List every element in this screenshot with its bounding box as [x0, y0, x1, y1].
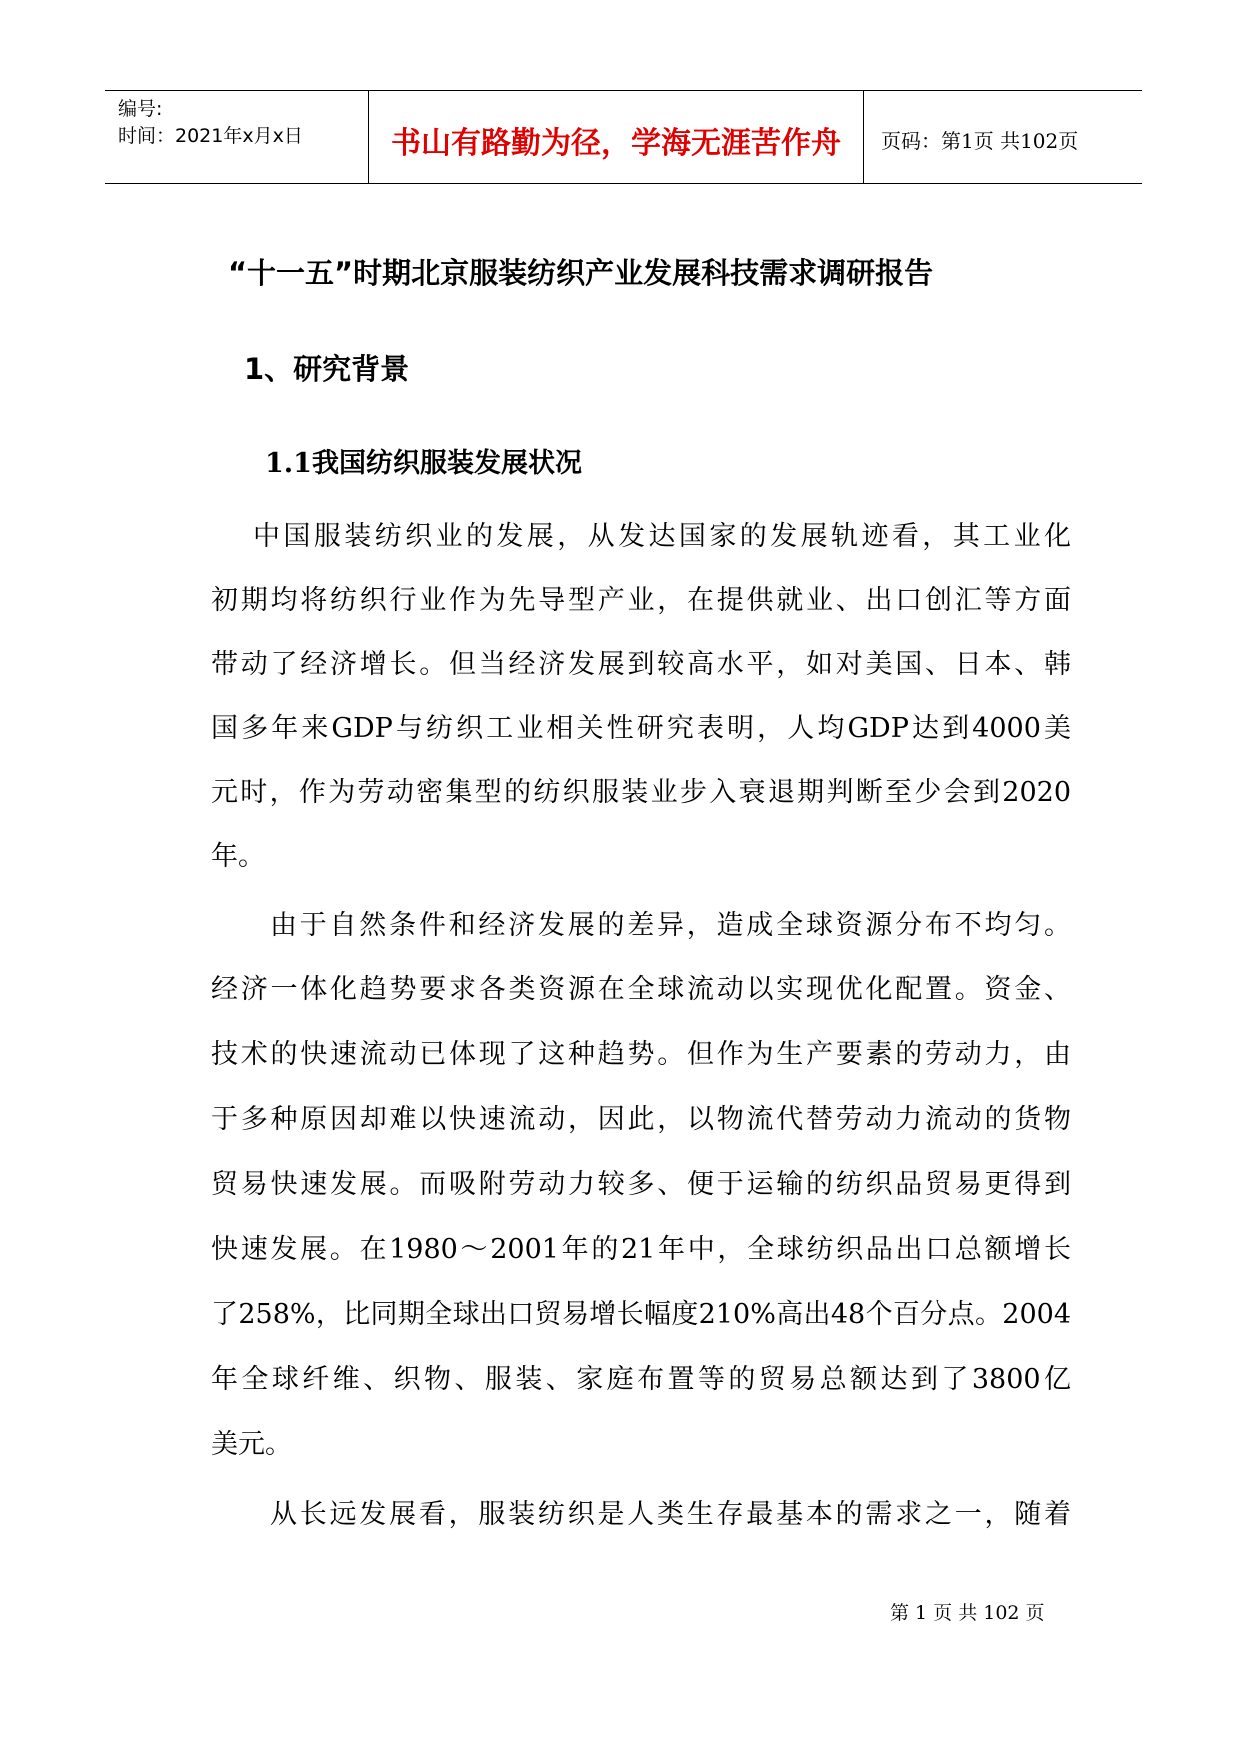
paragraph-2-line: 经济一体化趋势要求各类资源在全球流动以实现优化配置。资金、	[211, 974, 1071, 1005]
paragraph-2-line: 年全球纤维、织物、服装、家庭布置等的贸易总额达到了3800亿	[211, 1364, 1071, 1395]
date-label: 时间：2021年x月x日	[118, 125, 303, 147]
paragraph-1-line: 年。	[211, 841, 265, 872]
paragraph-2-line: 技术的快速流动已体现了这种趋势。但作为生产要素的劳动力，由	[211, 1039, 1071, 1070]
page-header	[105, 90, 1142, 184]
page-info: 页码：第1页 共102页	[881, 129, 1079, 153]
paragraph-2-line: 了258%，比同期全球出口贸易增长幅度210%高出48个百分点。2004	[211, 1299, 1071, 1330]
paragraph-2-line: 于多种原因却难以快速流动，因此，以物流代替劳动力流动的货物	[211, 1104, 1071, 1135]
header-page-cell	[864, 91, 1142, 183]
header-motto-cell	[368, 91, 864, 183]
motto-text: 书山有路勤为径，学海无涯苦作舟	[391, 126, 841, 161]
paragraph-2-line: 快速发展。在1980～2001年的21年中，全球纺织品出口总额增长	[211, 1234, 1071, 1265]
page-footer: 第 1 页 共 102 页	[890, 1602, 1045, 1624]
paragraph-1-line: 元时，作为劳动密集型的纺织服装业步入衰退期判断至少会到2020	[211, 777, 1071, 808]
paragraph-1-line: 中国服装纺织业的发展，从发达国家的发展轨迹看，其工业化	[253, 521, 1071, 552]
paragraph-2-line: 由于自然条件和经济发展的差异，造成全球资源分布不均匀。	[270, 910, 1071, 941]
section-heading-1-1: 1.1我国纺织服装发展状况	[265, 448, 582, 479]
section-heading-1: 1、研究背景	[244, 352, 410, 386]
paragraph-2-line: 美元。	[211, 1429, 292, 1460]
paragraph-1-line: 带动了经济增长。但当经济发展到较高水平，如对美国、日本、韩	[211, 649, 1071, 680]
paragraph-2-line: 贸易快速发展。而吸附劳动力较多、便于运输的纺织品贸易更得到	[211, 1169, 1071, 1200]
paragraph-1-line: 初期均将纺织行业作为先导型产业，在提供就业、出口创汇等方面	[211, 585, 1071, 616]
header-meta-cell	[105, 91, 368, 183]
document-title: “十一五”时期北京服装纺织产业发展科技需求调研报告	[228, 256, 934, 290]
paragraph-3-line: 从长远发展看，服装纺织是人类生存最基本的需求之一，随着	[270, 1499, 1071, 1530]
paragraph-1-line: 国多年来GDP与纺织工业相关性研究表明，人均GDP达到4000美	[211, 713, 1071, 744]
serial-number-label: 编号:	[118, 98, 163, 120]
